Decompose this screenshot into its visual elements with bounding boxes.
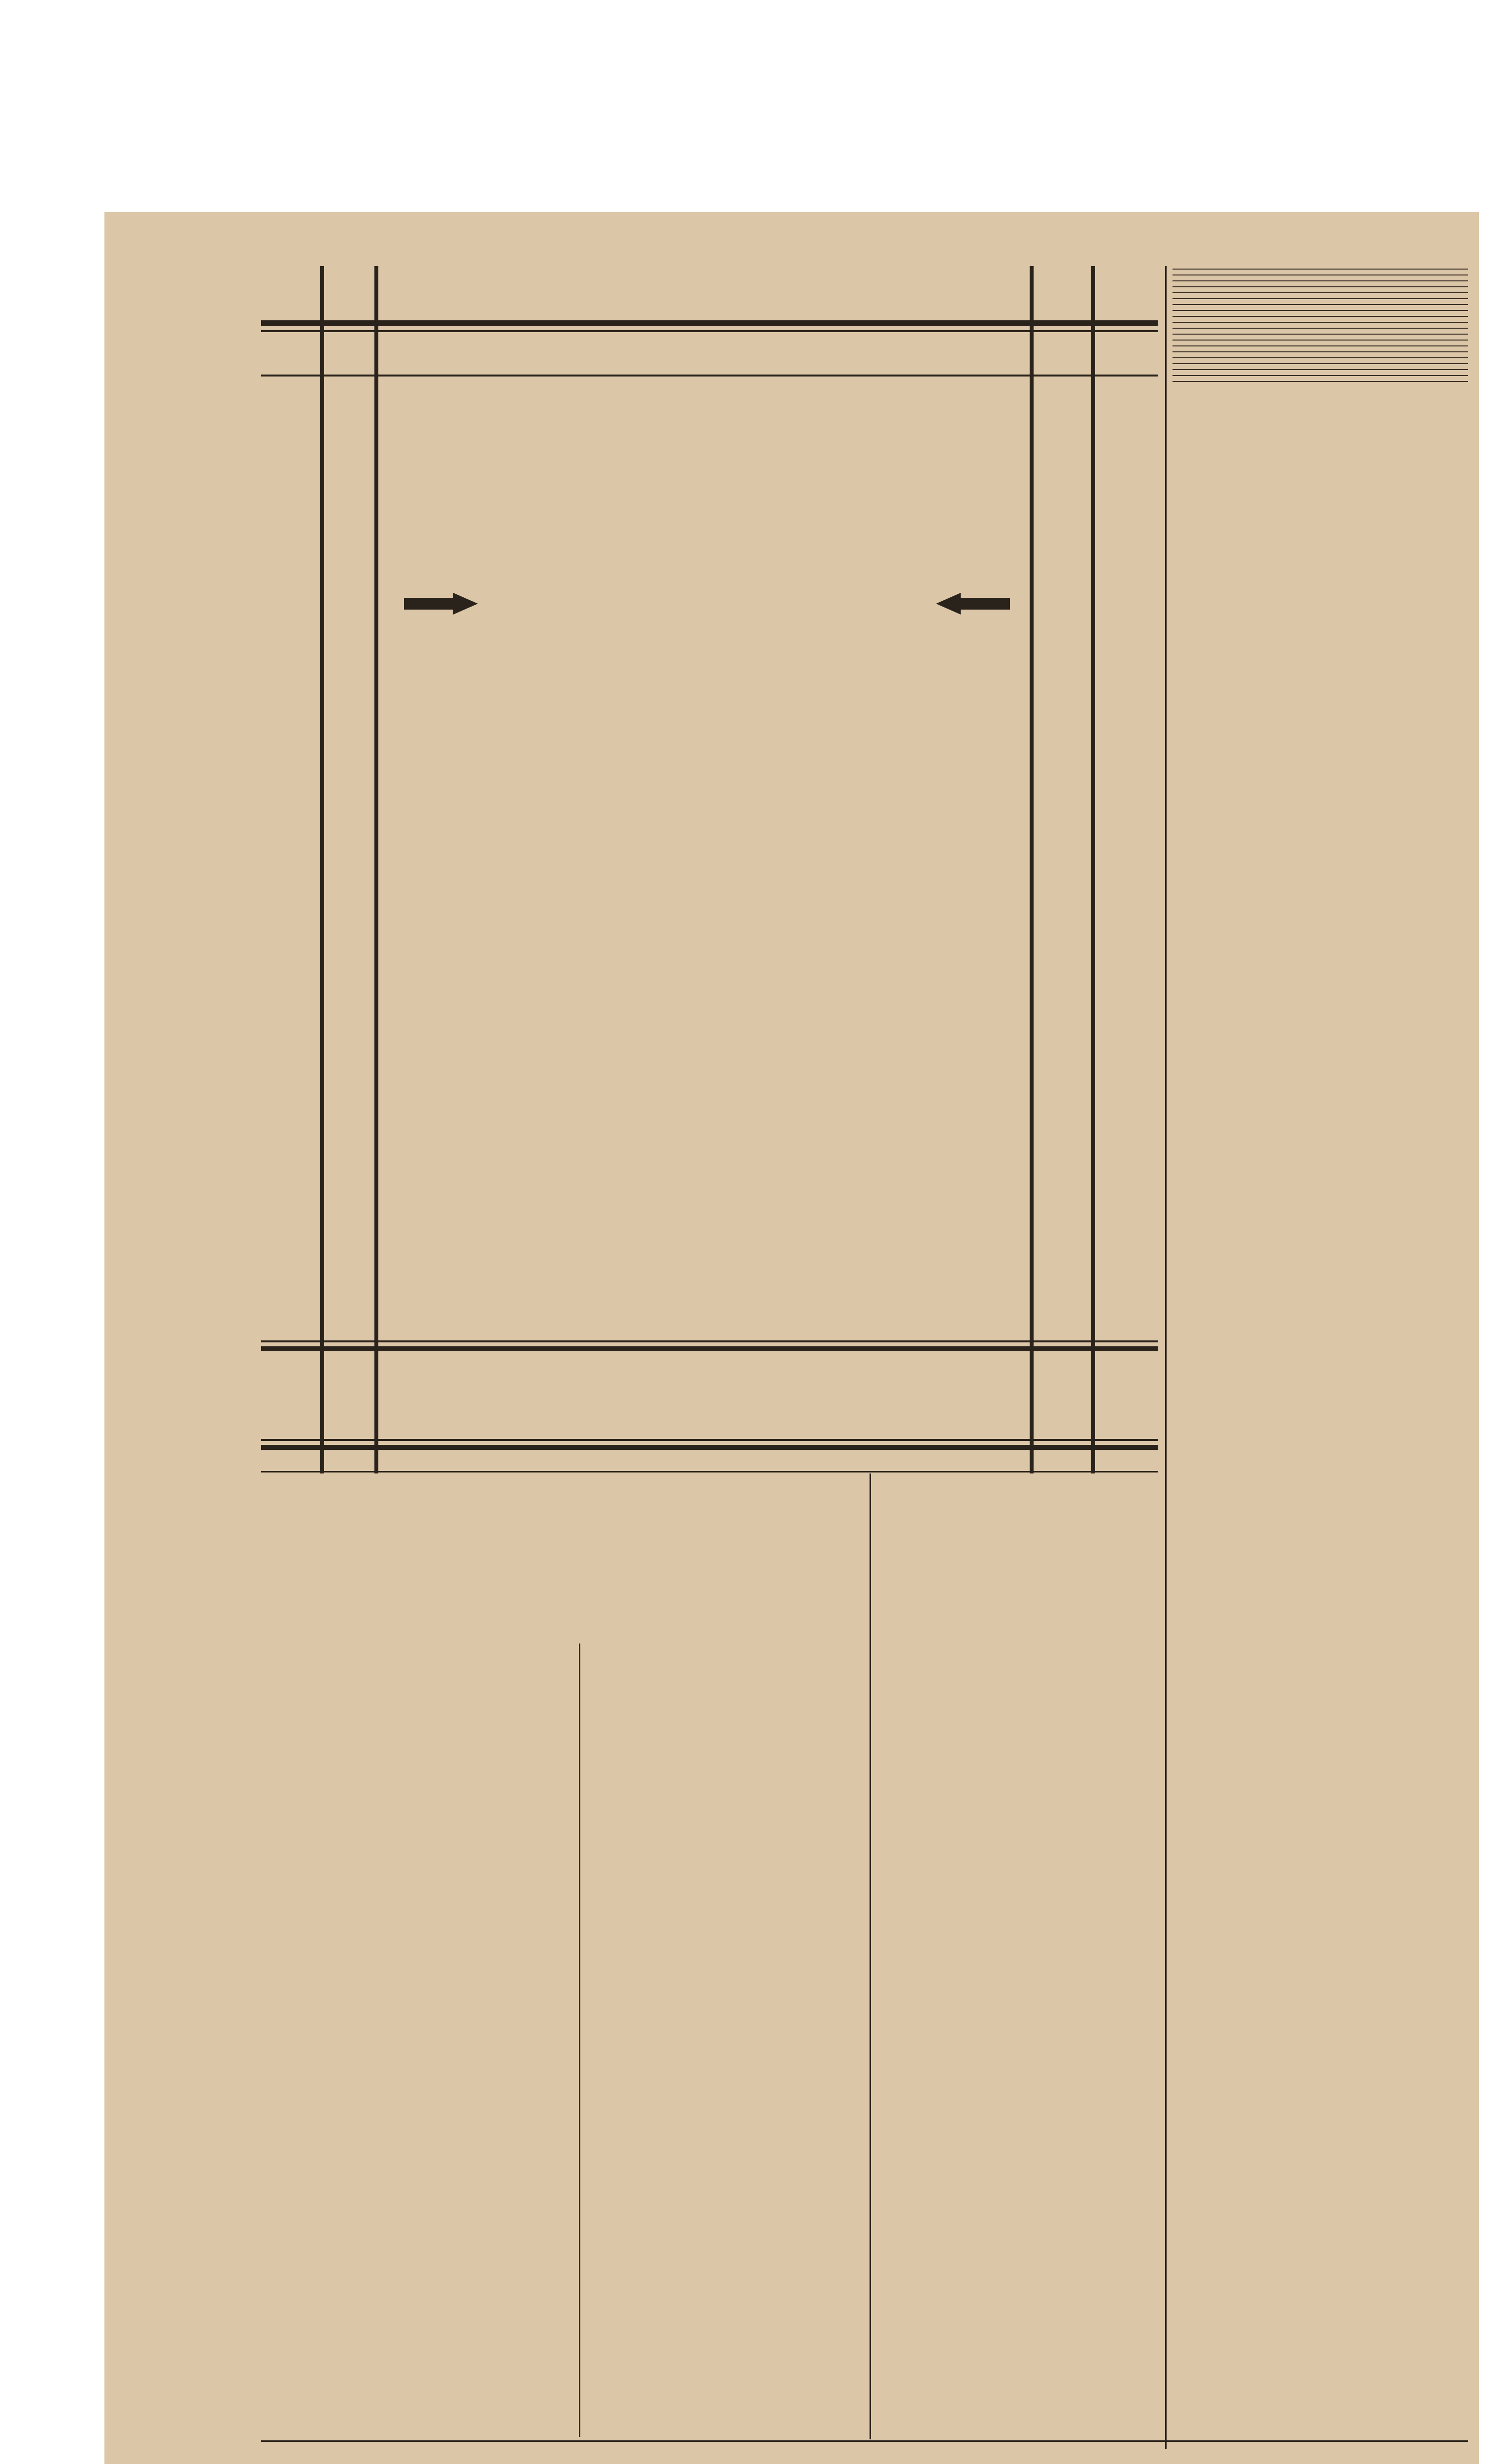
divider [1173, 310, 1468, 311]
product-line [404, 579, 1010, 628]
right-column [1173, 264, 1468, 2442]
divider [1173, 363, 1468, 364]
handwerker-verein-notice [261, 1476, 862, 1643]
divider [1173, 328, 1468, 329]
classified-ad [1173, 328, 1468, 329]
divider [1173, 322, 1468, 323]
divider [1173, 345, 1468, 346]
divider [1173, 274, 1468, 275]
middle-ads-column [586, 1648, 865, 2437]
divider [1173, 280, 1468, 281]
divider [1173, 292, 1468, 293]
divider [1173, 304, 1468, 305]
classified-ad [1173, 345, 1468, 346]
divider [1173, 369, 1468, 370]
top-banner [394, 335, 1015, 370]
pointing-hand-icon [404, 589, 478, 618]
divider [1173, 334, 1468, 335]
classified-ad [1173, 334, 1468, 335]
classified-ad [1173, 292, 1468, 293]
classified-ad [1173, 304, 1468, 305]
classified-ad [1173, 369, 1468, 370]
classified-ad [1173, 274, 1468, 275]
divider [1173, 269, 1468, 270]
divider [1173, 375, 1468, 376]
left-ads-column [261, 1648, 571, 2437]
classified-ad [1173, 381, 1468, 382]
classified-ad [1173, 316, 1468, 317]
classified-ad [1173, 357, 1468, 358]
divider [1173, 298, 1468, 299]
classified-ad [1173, 375, 1468, 376]
classified-ad [1173, 322, 1468, 323]
classified-ad [1173, 340, 1468, 341]
classified-ad [1173, 351, 1468, 352]
classified-ad [1173, 310, 1468, 311]
classified-ad [1173, 298, 1468, 299]
classified-ad [1173, 280, 1468, 281]
divider [1173, 351, 1468, 352]
classified-ad [1173, 286, 1468, 287]
third-ads-column [877, 1476, 1158, 2437]
pointing-hand-icon [936, 589, 1010, 618]
classified-ad [1173, 363, 1468, 364]
divider [1173, 381, 1468, 382]
divider [1173, 357, 1468, 358]
divider [1173, 316, 1468, 317]
divider [1173, 286, 1468, 287]
classified-ad [1173, 269, 1468, 270]
divider [1173, 340, 1468, 341]
